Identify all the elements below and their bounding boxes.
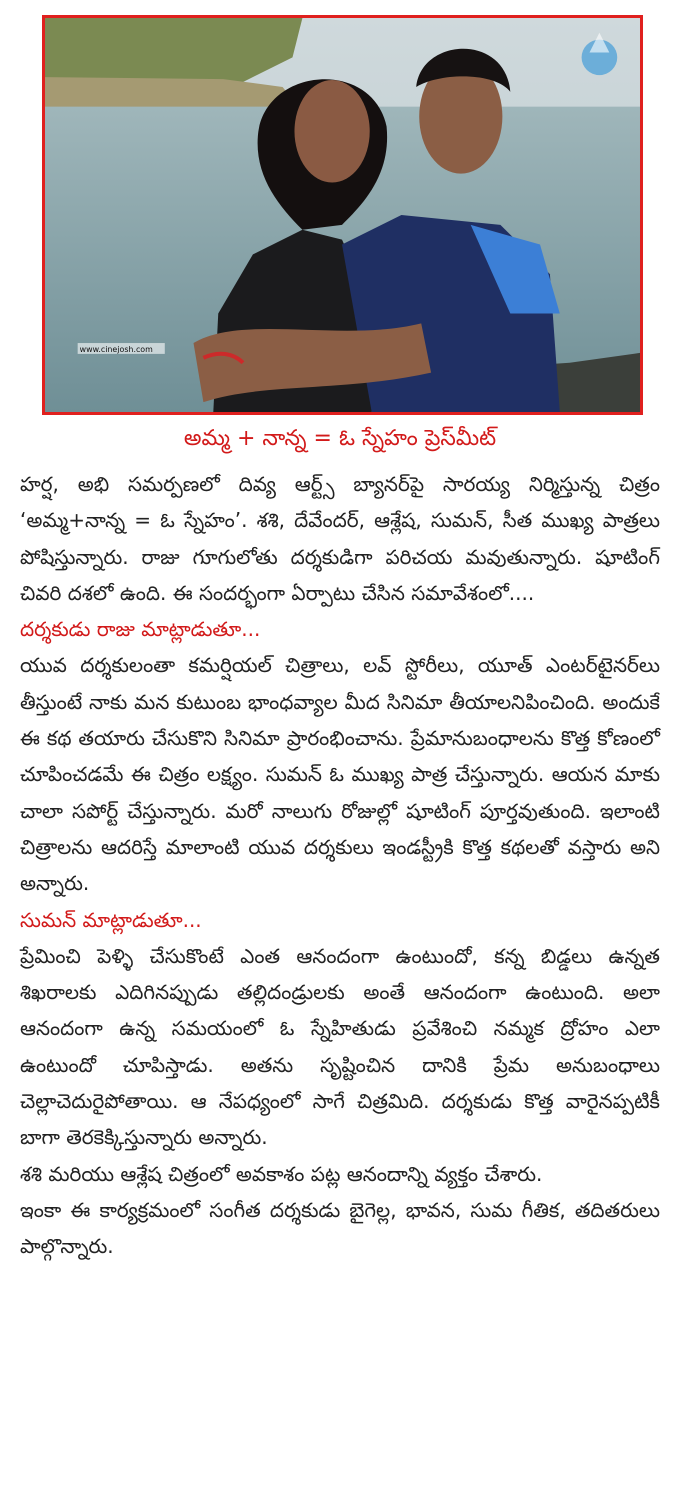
closing-paragraph-1: శశి మరియు ఆశ్లేష చిత్రంలో అవకాశం పట్ల ఆనందాన్ని వ్యక్తం చేశారు. — [20, 1161, 543, 1186]
suman-quote-paragraph: ప్రేమించి పెళ్ళి చేసుకొంటే ఎంత ఆనందంగా ఉంటుందో, కన్న బిడ్డలు ఉన్నత శిఖరాలకు ఎదిగినప్పుడు తల్లిదండ్రులకు అంతే ఆనందంగా ఉంటుంది. అలా ఆనందంగా ఉన్న సమయంలో ఓ స్నేహితుడు ప్రవేశించి నమ్మక ద్రోహం ఎలా ఉంటుందో చూపిస్తాడు. అతను సృష్టించిన దానికి ప్రేమ అనుబంధాలు చెల్లాచెదురైపోతాయి. ఆ నేపధ్యంలో సాగే చిత్రమిది. దర్శకుడు కొత్త వారైనప్పటికీ బాగా తెరకెక్కిస్తున్నారు అన్నారు. — [20, 943, 660, 1150]
photo-watermark: www.cinejosh.com — [79, 344, 153, 354]
article-body — [20, 466, 660, 1265]
suman-section-heading: సుమన్ మాట్లాడుతూ... — [20, 907, 202, 932]
movie-still-photo — [42, 15, 643, 415]
article-title: అమ్మ + నాన్న = ఓ స్నేహం ప్రెస్‌మీట్ — [183, 426, 497, 451]
intro-paragraph: హర్ష, అభి సమర్పణలో దివ్య ఆర్ట్స్ బ్యానర్‌పై సారయ్య నిర్మిస్తున్న చిత్రం ‘అమ్మ+నాన్న = ఓ స్నేహం’. శశి, దేవేందర్, ఆశ్లేష, సుమన్, సీత ముఖ్య పాత్రలు పోషిస్తున్నారు. రాజు గూగులోతు దర్శకుడిగా పరిచయ మవుతున్నారు. షూటింగ్ చివరి దశలో ఉంది. ఈ సందర్భంగా ఏర్పాటు చేసిన సమావేశంలో.... — [20, 472, 660, 605]
movie-still-image — [45, 18, 640, 412]
director-section-heading: దర్శకుడు రాజు మాట్లాడుతూ... — [20, 617, 261, 642]
director-quote-paragraph: యువ దర్శకులంతా కమర్షియల్ చిత్రాలు, లవ్ స్టోరీలు, యూత్ ఎంటర్‌టైనర్‌లు తీస్తుంటే నాకు మన కుటుంబ భాంధవ్యాల మీద సినిమా తీయాలనిపించింది. అందుకే ఈ కథ తయారు చేసుకొని సినిమా ప్రారంభించాను. ప్రేమానుబంధాలను కొత్త కోణంలో చూపించడమే ఈ చిత్రం లక్ష్యం. సుమన్ ఓ ముఖ్య పాత్ర చేస్తున్నారు. ఆయన మాకు చాలా సపోర్ట్ చేస్తున్నారు. మరో నాలుగు రోజుల్లో షూటింగ్ పూర్తవుతుంది. ఇలాంటి చిత్రాలను ఆదరిస్తే మాలాంటి యువ దర్శకులు ఇండస్ట్రీకి కొత్త కథలతో వస్తారు అని అన్నారు. — [20, 653, 660, 896]
closing-paragraph-2: ఇంకా ఈ కార్యక్రమంలో సంగీత దర్శకుడు బైగెల్ల, భావన, సుమ గీతిక, తదితరులు పాల్గొన్నారు. — [20, 1197, 660, 1259]
